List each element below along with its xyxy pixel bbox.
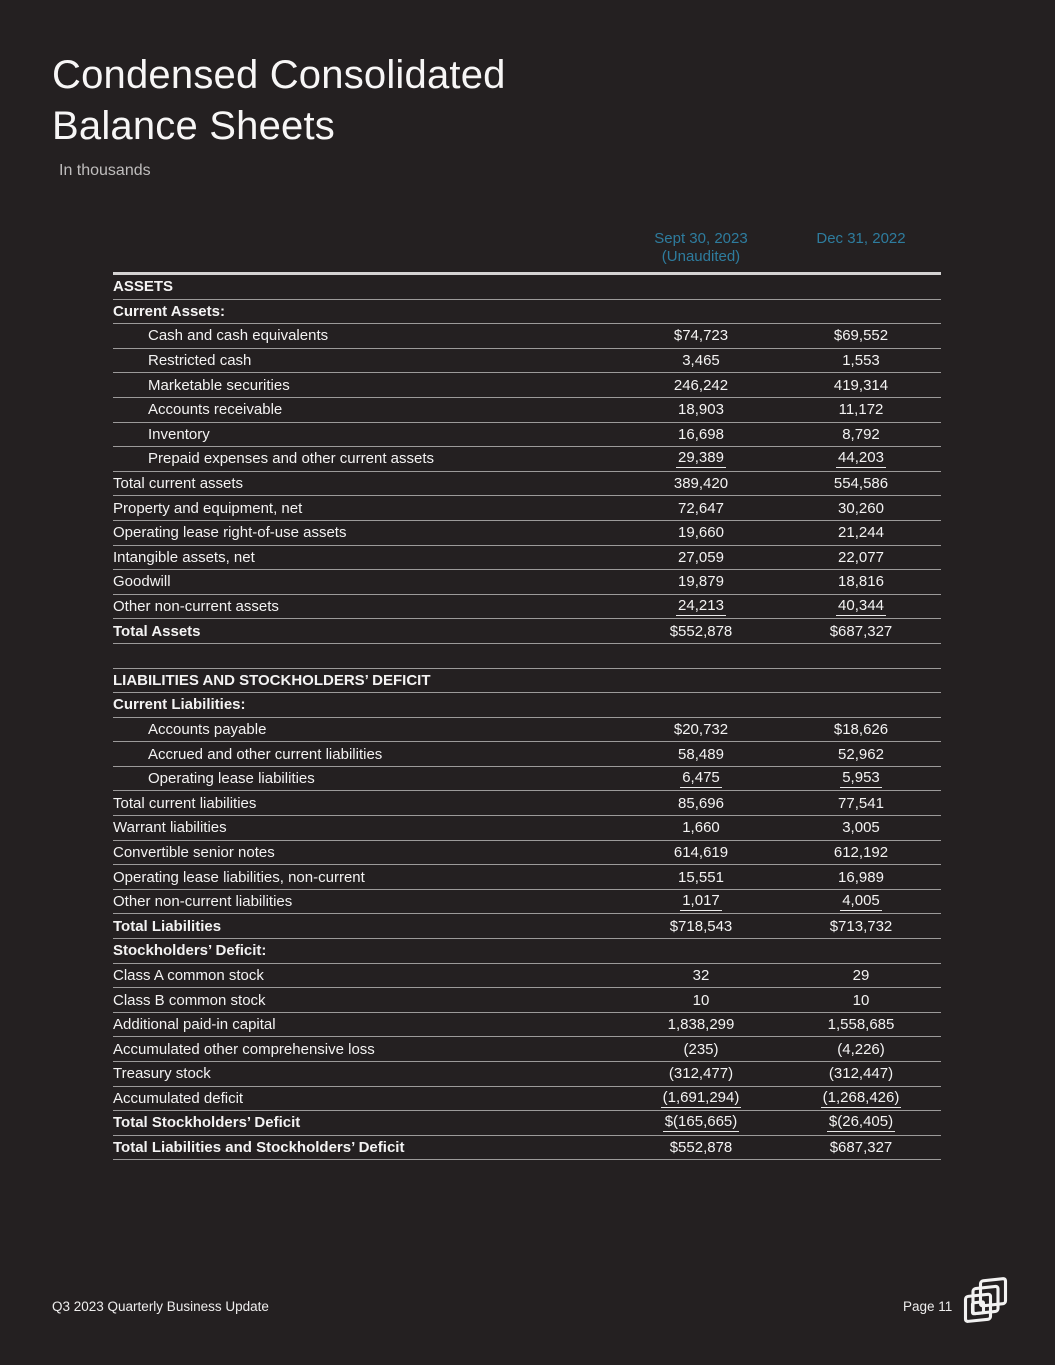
row-label: Accrued and other current liabilities [148, 745, 383, 763]
table-row [113, 570, 941, 595]
row-label: Total current assets [113, 475, 244, 493]
row-value-dec-2022 [781, 449, 941, 468]
row-value-dec-2022 [781, 1089, 941, 1108]
row-value-sept-2023 [621, 475, 781, 492]
cell-value: 11,172 [838, 401, 884, 419]
table-spacer-row [113, 644, 941, 669]
row-label: Property and equipment, net [113, 499, 303, 517]
company-logo-icon [962, 1276, 1012, 1332]
row-value-dec-2022 [781, 918, 941, 935]
table-row [113, 1087, 941, 1112]
cell-value: $687,327 [829, 622, 893, 640]
row-value-sept-2023 [621, 377, 781, 394]
row-value-dec-2022 [781, 524, 941, 541]
cell-value: 10 [852, 991, 870, 1009]
row-label: ASSETS [113, 278, 174, 296]
row-value-sept-2023 [621, 352, 781, 369]
table-row [113, 349, 941, 374]
row-label: Total Stockholders’ Deficit [113, 1114, 301, 1132]
table-row [113, 865, 941, 890]
table-row [113, 324, 941, 349]
cell-value: $713,732 [829, 917, 893, 935]
cell-value: 1,660 [682, 819, 720, 837]
row-value-dec-2022 [781, 426, 941, 443]
table-header [113, 230, 941, 275]
row-value-dec-2022 [781, 1016, 941, 1033]
row-value-dec-2022 [781, 401, 941, 418]
cell-value: 1,553 [842, 352, 880, 370]
table-row [113, 1136, 941, 1161]
row-value-dec-2022 [781, 967, 941, 984]
row-label: Class B common stock [113, 991, 266, 1009]
cell-value: $718,543 [669, 917, 733, 935]
row-label: Current Liabilities: [113, 696, 246, 714]
row-value-dec-2022 [781, 869, 941, 886]
cell-value: $687,327 [829, 1139, 893, 1157]
cell-value: 30,260 [838, 499, 884, 517]
balance-sheet-table [113, 230, 941, 1160]
table-row [113, 988, 941, 1013]
cell-value: 18,816 [838, 573, 884, 591]
table-row [113, 816, 941, 841]
row-label: Operating lease right-of-use assets [113, 524, 347, 542]
row-value-sept-2023 [621, 327, 781, 344]
row-value-dec-2022 [781, 795, 941, 812]
row-label: Total Assets [113, 622, 201, 640]
cell-value: 72,647 [678, 499, 724, 517]
cell-value: 21,244 [838, 524, 884, 542]
cell-value: $20,732 [673, 720, 729, 738]
row-value-sept-2023 [621, 1065, 781, 1082]
row-value-dec-2022 [781, 623, 941, 640]
cell-value: (235) [683, 1040, 719, 1058]
row-value-sept-2023 [621, 1041, 781, 1058]
row-value-dec-2022 [781, 1041, 941, 1058]
cell-value: $69,552 [833, 327, 889, 345]
table-row [113, 964, 941, 989]
cell-value: 77,541 [838, 794, 884, 812]
row-label: Additional paid-in capital [113, 1016, 276, 1034]
row-value-sept-2023 [621, 819, 781, 836]
row-value-sept-2023 [621, 844, 781, 861]
page-title-line1: Condensed Consolidated [52, 53, 506, 97]
cell-value: (1,691,294) [662, 1088, 740, 1106]
column-header-sept-2023 [621, 230, 781, 265]
row-value-sept-2023 [621, 623, 781, 640]
table-row [113, 496, 941, 521]
cell-value: 18,903 [678, 401, 724, 419]
row-label: Prepaid expenses and other current assets [148, 450, 435, 468]
row-value-dec-2022 [781, 475, 941, 492]
cell-value: 27,059 [678, 548, 724, 566]
table-row [113, 718, 941, 743]
table-row [113, 398, 941, 423]
table-row [113, 767, 941, 792]
table-row [113, 791, 941, 816]
cell-value: 614,619 [673, 843, 729, 861]
cell-value: 58,489 [678, 745, 724, 763]
row-value-sept-2023 [621, 426, 781, 443]
row-label: Intangible assets, net [113, 548, 255, 566]
cell-value: 612,192 [833, 843, 889, 861]
row-label: Treasury stock [113, 1065, 211, 1083]
row-label: Total Liabilities [113, 917, 222, 935]
row-value-sept-2023 [621, 1139, 781, 1156]
table-row [113, 914, 941, 939]
column-header-date: Sept 30, 2023 [654, 230, 748, 247]
row-value-dec-2022 [781, 597, 941, 616]
row-value-sept-2023 [621, 1113, 781, 1132]
row-value-sept-2023 [621, 795, 781, 812]
row-label: Current Assets: [113, 302, 225, 320]
column-header-unaudited: (Unaudited) [661, 247, 741, 265]
cell-value: 40,344 [838, 597, 884, 615]
row-value-dec-2022 [781, 1113, 941, 1132]
cell-value: 22,077 [838, 548, 884, 566]
row-label: Operating lease liabilities, non-current [113, 868, 365, 886]
row-label: Accumulated other comprehensive loss [113, 1040, 375, 1058]
row-value-sept-2023 [621, 769, 781, 788]
table-row [113, 669, 941, 694]
cell-value: 554,586 [833, 475, 889, 493]
row-label: Total Liabilities and Stockholders’ Deficit [113, 1139, 405, 1157]
page-subtitle: In thousands [59, 162, 151, 179]
cell-value: (312,477) [668, 1065, 734, 1083]
table-row [113, 693, 941, 718]
row-value-sept-2023 [621, 500, 781, 517]
footer-report-name: Q3 2023 Quarterly Business Update [52, 1299, 269, 1314]
cell-value: $552,878 [669, 1139, 733, 1157]
cell-value: 419,314 [833, 376, 889, 394]
row-value-dec-2022 [781, 500, 941, 517]
row-value-dec-2022 [781, 844, 941, 861]
row-value-sept-2023 [621, 967, 781, 984]
table-row [113, 1111, 941, 1136]
cell-value: $74,723 [673, 327, 729, 345]
table-row [113, 742, 941, 767]
table-row [113, 890, 941, 915]
row-value-sept-2023 [621, 1089, 781, 1108]
row-value-dec-2022 [781, 769, 941, 788]
row-value-sept-2023 [621, 721, 781, 738]
row-value-sept-2023 [621, 1016, 781, 1033]
page-title [52, 50, 506, 152]
row-label: LIABILITIES AND STOCKHOLDERS’ DEFICIT [113, 671, 431, 689]
row-value-sept-2023 [621, 892, 781, 911]
cell-value: 5,953 [842, 769, 880, 787]
row-label: Warrant liabilities [113, 819, 227, 837]
row-value-sept-2023 [621, 449, 781, 468]
cell-value: (4,226) [837, 1040, 885, 1058]
row-label: Marketable securities [148, 376, 290, 394]
cell-value: 3,465 [682, 352, 720, 370]
row-label: Other non-current assets [113, 598, 279, 616]
cell-value: 246,242 [673, 376, 729, 394]
row-value-dec-2022 [781, 1065, 941, 1082]
row-value-dec-2022 [781, 721, 941, 738]
table-row [113, 619, 941, 644]
row-value-sept-2023 [621, 573, 781, 590]
row-value-sept-2023 [621, 869, 781, 886]
table-row [113, 939, 941, 964]
row-label: Operating lease liabilities [148, 770, 315, 788]
cell-value: 4,005 [842, 892, 880, 910]
table-row [113, 1037, 941, 1062]
row-value-dec-2022 [781, 327, 941, 344]
cell-value: 16,989 [838, 868, 884, 886]
row-label: Goodwill [113, 573, 171, 591]
cell-value: 24,213 [678, 597, 724, 615]
table-row [113, 521, 941, 546]
cell-value: 1,558,685 [827, 1016, 895, 1034]
cell-value: 29,389 [678, 449, 724, 467]
cell-value: $(165,665) [664, 1113, 738, 1131]
row-value-sept-2023 [621, 401, 781, 418]
row-value-dec-2022 [781, 892, 941, 911]
row-label: Accumulated deficit [113, 1089, 244, 1107]
row-label: Inventory [148, 425, 210, 443]
table-row [113, 300, 941, 325]
row-value-dec-2022 [781, 352, 941, 369]
cell-value: 6,475 [682, 769, 720, 787]
column-header-date: Dec 31, 2022 [816, 230, 906, 247]
cell-value: $18,626 [833, 720, 889, 738]
table-row [113, 373, 941, 398]
row-value-sept-2023 [621, 918, 781, 935]
row-label: Cash and cash equivalents [148, 327, 329, 345]
cell-value: 1,017 [682, 892, 720, 910]
cell-value: 85,696 [678, 794, 724, 812]
row-value-dec-2022 [781, 992, 941, 1009]
column-header-dec-2022 [781, 230, 941, 248]
row-value-sept-2023 [621, 746, 781, 763]
cell-value: 52,962 [838, 745, 884, 763]
cell-value: 10 [692, 991, 710, 1009]
cell-value: $(26,405) [828, 1113, 894, 1131]
table-row [113, 447, 941, 472]
cell-value: 32 [692, 966, 710, 984]
table-row [113, 472, 941, 497]
row-label: Other non-current liabilities [113, 893, 293, 911]
balance-table-rows [113, 275, 941, 1160]
cell-value: (312,447) [828, 1065, 894, 1083]
table-row [113, 275, 941, 300]
table-row [113, 595, 941, 620]
row-value-sept-2023 [621, 524, 781, 541]
table-row [113, 546, 941, 571]
footer-page-number: Page 11 [903, 1299, 953, 1314]
cell-value: 16,698 [678, 425, 724, 443]
row-value-sept-2023 [621, 549, 781, 566]
row-label: Accounts payable [148, 720, 267, 738]
row-value-dec-2022 [781, 746, 941, 763]
row-label: Total current liabilities [113, 794, 257, 812]
table-row [113, 423, 941, 448]
cell-value: 19,879 [678, 573, 724, 591]
row-value-sept-2023 [621, 992, 781, 1009]
table-row [113, 1062, 941, 1087]
cell-value: 389,420 [673, 475, 729, 493]
row-value-dec-2022 [781, 1139, 941, 1156]
row-value-dec-2022 [781, 377, 941, 394]
table-row [113, 841, 941, 866]
cell-value: 8,792 [842, 425, 880, 443]
cell-value: (1,268,426) [822, 1088, 900, 1106]
row-label: Convertible senior notes [113, 843, 275, 861]
cell-value: 19,660 [678, 524, 724, 542]
row-value-dec-2022 [781, 819, 941, 836]
cell-value: 1,838,299 [667, 1016, 735, 1034]
row-value-dec-2022 [781, 549, 941, 566]
cell-value: 29 [852, 966, 870, 984]
row-label: Stockholders’ Deficit: [113, 942, 267, 960]
cell-value: $552,878 [669, 622, 733, 640]
cell-value: 3,005 [842, 819, 880, 837]
page-title-line2: Balance Sheets [52, 104, 335, 148]
cell-value: 15,551 [678, 868, 724, 886]
row-label: Class A common stock [113, 966, 264, 984]
row-value-dec-2022 [781, 573, 941, 590]
row-value-sept-2023 [621, 597, 781, 616]
cell-value: 44,203 [838, 449, 884, 467]
table-row [113, 1013, 941, 1038]
row-label: Restricted cash [148, 352, 252, 370]
row-label: Accounts receivable [148, 401, 283, 419]
